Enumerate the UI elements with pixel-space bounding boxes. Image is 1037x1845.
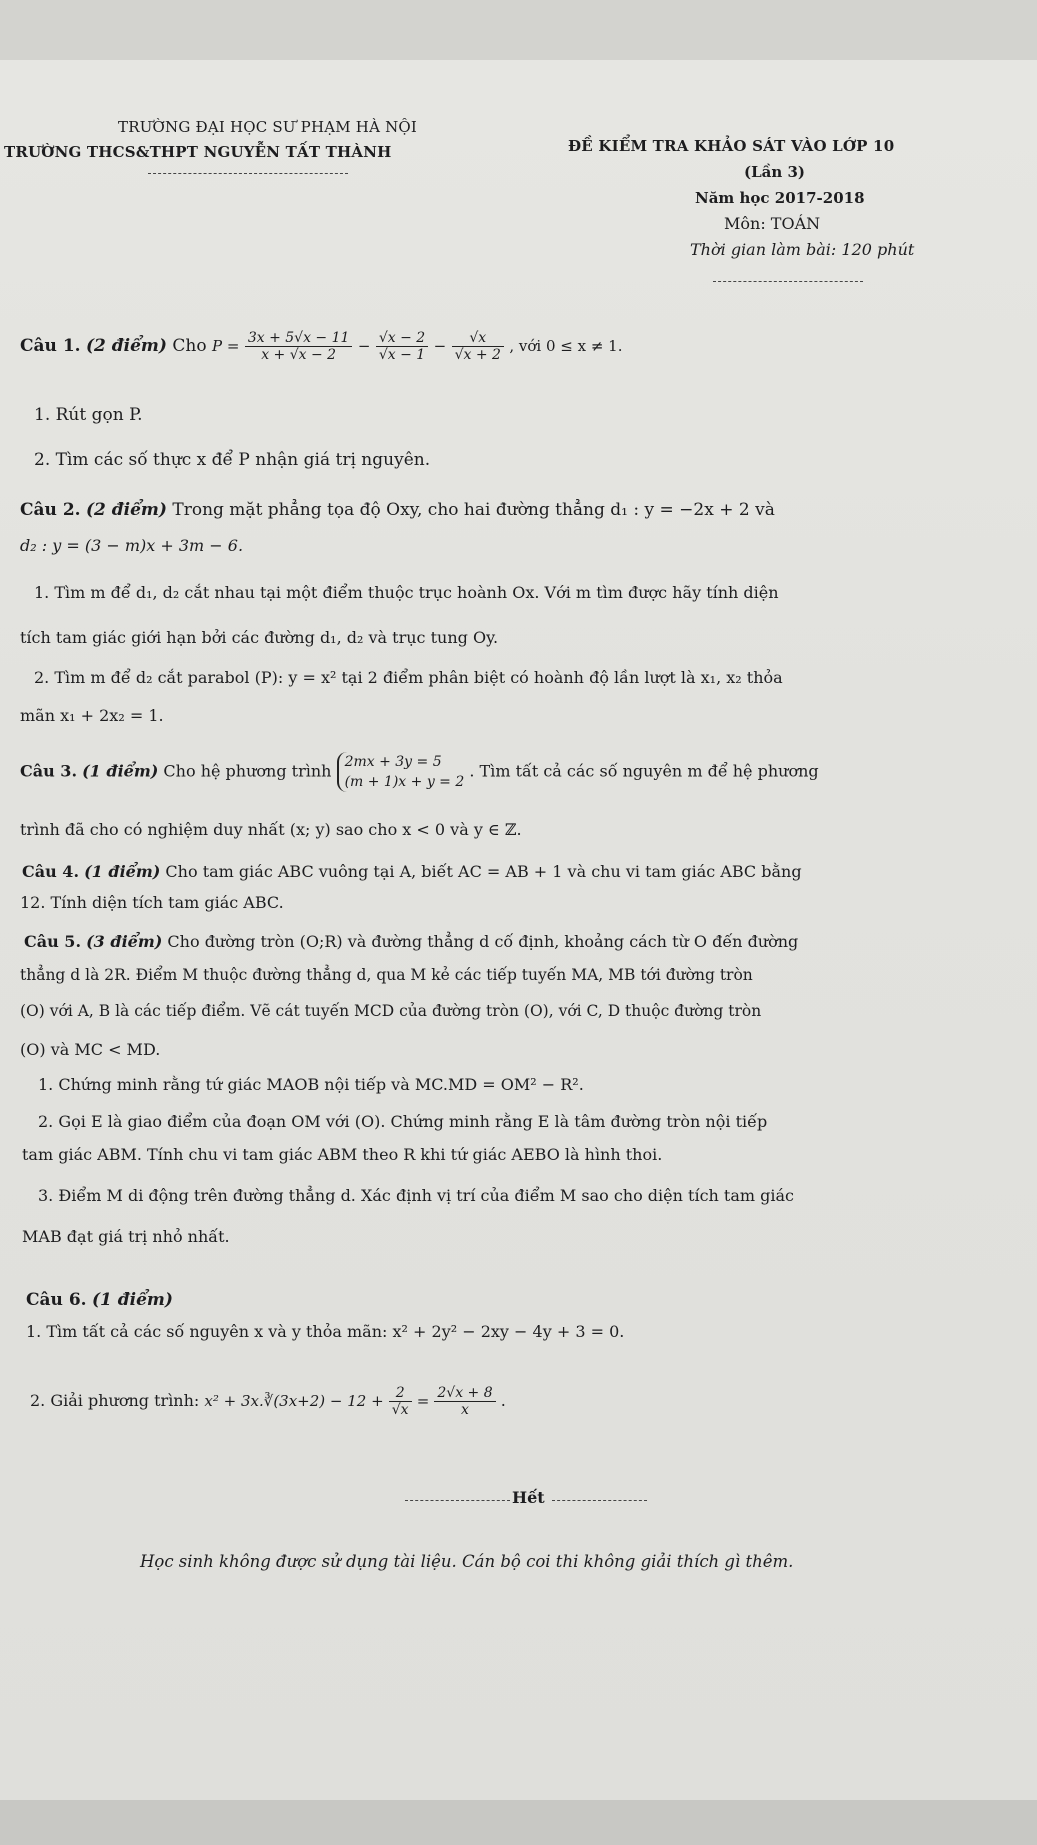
header-divider-right <box>713 281 863 282</box>
q1-points: (2 điểm) <box>85 336 167 356</box>
q2-line-2: d₂ : y = (3 − m)x + 3m − 6. <box>20 536 244 555</box>
q4-text-1: Cho tam giác ABC vuông tại A, biết AC = AB + 1 và chu vi tam giác ABC bằng <box>165 862 802 881</box>
q1-title: Câu 1. <box>20 336 81 356</box>
q6-item-1: 1. Tìm tất cả các số nguyên x và y thỏa mãn: x² + 2y² − 2xy − 4y + 3 = 0. <box>26 1322 625 1341</box>
q1-f1-num: 3x + 5√x − 11 <box>245 330 353 347</box>
q3-system <box>337 752 465 792</box>
q3-intro: Cho hệ phương trình <box>163 761 332 781</box>
q2-item-1b: tích tam giác giới hạn bởi các đường d₁, d₂ và trục tung Oy. <box>20 628 499 647</box>
q6-fraction-right <box>434 1385 495 1418</box>
q5-item-2b: tam giác ABM. Tính chu vi tam giác ABM theo R khi tứ giác AEBO là hình thoi. <box>22 1145 663 1164</box>
q5-points: (3 điểm) <box>86 932 163 951</box>
university-name: TRƯỜNG ĐẠI HỌC SƯ PHẠM HÀ NỘI <box>118 118 418 136</box>
q6-fraction-left <box>389 1385 412 1418</box>
header-divider-left <box>148 173 348 174</box>
school-year: Năm học 2017-2018 <box>695 189 865 207</box>
footer-note: Học sinh không được sử dụng tài liệu. Cán bộ coi thi không giải thích gì thêm. <box>140 1552 794 1571</box>
q2-title: Câu 2. <box>20 500 81 520</box>
q3-title: Câu 3. <box>20 761 78 781</box>
q6-item-2-intro: 2. Giải phương trình: <box>30 1391 200 1410</box>
photo-bottom-margin <box>0 1800 1037 1845</box>
q1-f2-num: √x − 2 <box>376 330 428 347</box>
q2-line-1 <box>20 500 775 520</box>
exam-round: (Lần 3) <box>744 163 806 181</box>
q4-points: (1 điểm) <box>84 862 161 881</box>
duration: Thời gian làm bài: 120 phút <box>690 240 915 259</box>
q1-item-2: 2. Tìm các số thực x để P nhận giá trị nguyên. <box>34 450 431 470</box>
q5-line-2: thẳng d là 2R. Điểm M thuộc đường thẳng d, qua M kẻ các tiếp tuyến MA, MB tới đường tròn <box>20 966 753 984</box>
photo-top-margin <box>0 0 1037 60</box>
q1-minus-2: − <box>433 337 447 355</box>
q5-item-3b: MAB đạt giá trị nhỏ nhất. <box>22 1227 230 1246</box>
q2-points: (2 điểm) <box>85 500 167 520</box>
q3-eq-2: (m + 1)x + y = 2 <box>344 774 465 790</box>
q5-item-1: 1. Chứng minh rằng tứ giác MAOB nội tiếp và MC.MD = OM² − R². <box>38 1075 584 1094</box>
q3-points: (1 điểm) <box>82 761 159 781</box>
q1-fraction-1 <box>245 330 353 363</box>
q6-item-2 <box>30 1385 506 1418</box>
q5-item-3a: 3. Điểm M di động trên đường thẳng d. Xác định vị trí của điểm M sao cho diện tích tam giác <box>38 1186 795 1205</box>
q1-p-eq: P = <box>211 337 240 355</box>
q5-line-4: (O) và MC < MD. <box>20 1040 161 1059</box>
q6-item-2-lhs: x² + 3x.∛(3x+2) − 12 + <box>204 1392 384 1410</box>
q5-title: Câu 5. <box>24 932 82 951</box>
q2-item-2b: mãn x₁ + 2x₂ = 1. <box>20 706 164 725</box>
q3-line-1 <box>20 752 819 792</box>
q5-line-3: (O) với A, B là các tiếp điểm. Vẽ cát tuyến MCD của đường tròn (O), với C, D thuộc đường tròn <box>20 1002 762 1020</box>
q1-line <box>20 330 622 363</box>
q1-f2-den: √x − 1 <box>378 347 426 363</box>
q2-item-1a: 1. Tìm m để d₁, d₂ cắt nhau tại một điểm thuộc trục hoành Ox. Với m tìm được hãy tính diện <box>34 583 779 602</box>
q4-line-1 <box>22 862 802 881</box>
q6-equals: = <box>416 1392 430 1410</box>
q1-f1-den: x + √x − 2 <box>261 347 337 363</box>
q6-r-num: 2√x + 8 <box>434 1385 495 1402</box>
q5-text-1: Cho đường tròn (O;R) và đường thẳng d cố định, khoảng cách từ O đến đường <box>167 932 799 951</box>
subject: Môn: TOÁN <box>724 214 821 233</box>
end-line-right <box>552 1500 647 1501</box>
q1-item-1: 1. Rút gọn P. <box>34 405 143 425</box>
q3-eq-1: 2mx + 3y = 5 <box>344 754 442 770</box>
q2-item-2a: 2. Tìm m để d₂ cắt parabol (P): y = x² tại 2 điểm phân biệt có hoành độ lần lượt là x₁, x₂ thỏa <box>34 668 783 687</box>
q1-f3-den: √x + 2 <box>454 347 501 363</box>
q6-f-den: √x <box>391 1402 409 1418</box>
q6-title: Câu 6. <box>26 1290 87 1310</box>
q4-line-2: 12. Tính diện tích tam giác ABC. <box>20 893 284 912</box>
q6-f-num: 2 <box>389 1385 412 1402</box>
exam-title: ĐỀ KIỂM TRA KHẢO SÁT VÀO LỚP 10 <box>568 137 895 155</box>
q6-r-den: x <box>461 1402 469 1418</box>
q3-after: . Tìm tất cả các số nguyên m để hệ phương <box>469 761 819 781</box>
end-line-left <box>405 1500 510 1501</box>
q3-line-2: trình đã cho có nghiệm duy nhất (x; y) sao cho x < 0 và y ∈ ℤ. <box>20 820 522 839</box>
q5-item-2a: 2. Gọi E là giao điểm của đoạn OM với (O). Chứng minh rằng E là tâm đường tròn nội tiếp <box>38 1112 768 1131</box>
q1-minus-1: − <box>357 337 371 355</box>
q6-end: . <box>500 1391 506 1410</box>
exam-paper <box>0 60 1037 1800</box>
school-name: TRƯỜNG THCS&THPT NGUYỄN TẤT THÀNH <box>4 143 392 161</box>
q6-heading <box>26 1290 173 1310</box>
q1-condition: , với 0 ≤ x ≠ 1. <box>509 337 623 355</box>
q1-fraction-2 <box>376 330 428 363</box>
q1-fraction-3 <box>452 330 504 363</box>
q1-f3-num: √x <box>452 330 504 347</box>
q6-points: (1 điểm) <box>91 1290 173 1310</box>
q5-line-1 <box>24 932 798 951</box>
q2-text-1: Trong mặt phẳng tọa độ Oxy, cho hai đường thẳng d₁ : y = −2x + 2 và <box>172 500 775 520</box>
q4-title: Câu 4. <box>22 862 80 881</box>
q1-intro: Cho <box>172 336 207 356</box>
end-marker: Hết <box>512 1488 545 1507</box>
